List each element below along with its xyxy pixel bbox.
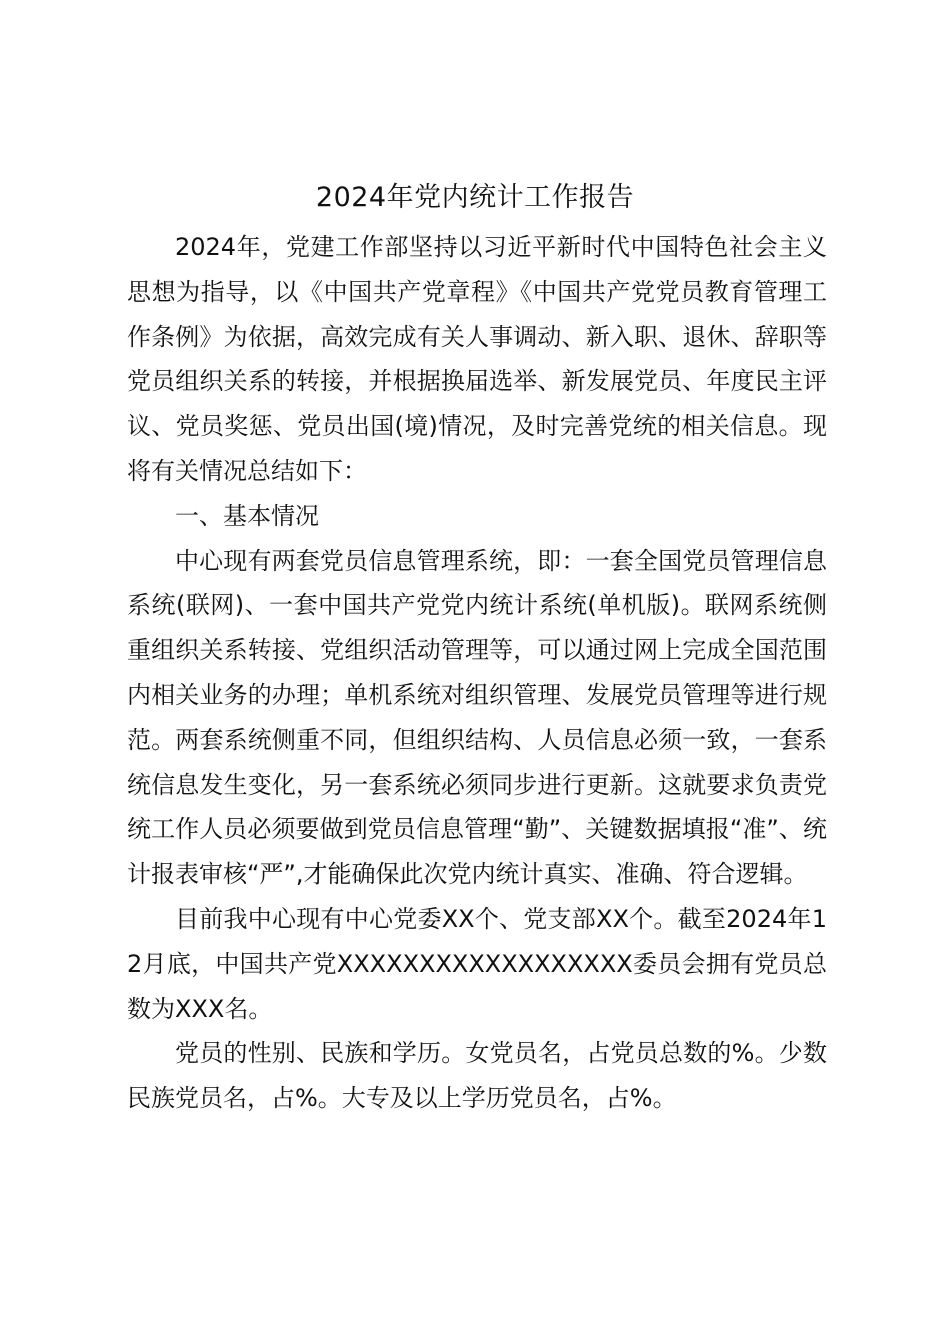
document-body [127,225,827,1121]
intro-paragraph: 2024年，党建工作部坚持以习近平新时代中国特色社会主义思想为指导，以《中国共产党章程》《中国共产党党员教育管理工作条例》为依据，高效完成有关人事调动、新入职、退休、辞职等党员组织关系的转接，并根据换届选举、新发展党员、年度民主评议、党员奖惩、党员出国(境)情况，及时完善党统的相关信息。现将有关情况总结如下： [127,233,827,485]
systems-paragraph: 中心现有两套党员信息管理系统，即：一套全国党员管理信息系统(联网)、一套中国共产党党内统计系统(单机版)。联网系统侧重组织关系转接、党组织活动管理等，可以通过网上完成全国范围内相关业务的办理；单机系统对组织管理、发展党员管理等进行规范。两套系统侧重不同，但组织结构、人员信息必须一致，一套系统信息发生变化，另一套系统必须同步进行更新。这就要求负责党统工作人员必须要做到党员信息管理“勤”、关键数据填报“准”、统计报表审核“严”,才能确保此次党内统计真实、准确、符合逻辑。 [127,546,827,889]
member-composition-paragraph: 党员的性别、民族和学历。女党员名，占党员总数的%。少数民族党员名，占%。大专及以上学历党员名，占%。 [127,1039,827,1113]
section-heading-basic-situation: 一、基本情况 [175,501,319,530]
organization-count-paragraph: 目前我中心现有中心党委XX个、党支部XX个。截至2024年12月底，中国共产党XXXXXXXXXXXXXXXXXX委员会拥有党员总数为XXX名。 [127,904,827,1023]
document-title: 2024年党内统计工作报告 [315,182,635,213]
